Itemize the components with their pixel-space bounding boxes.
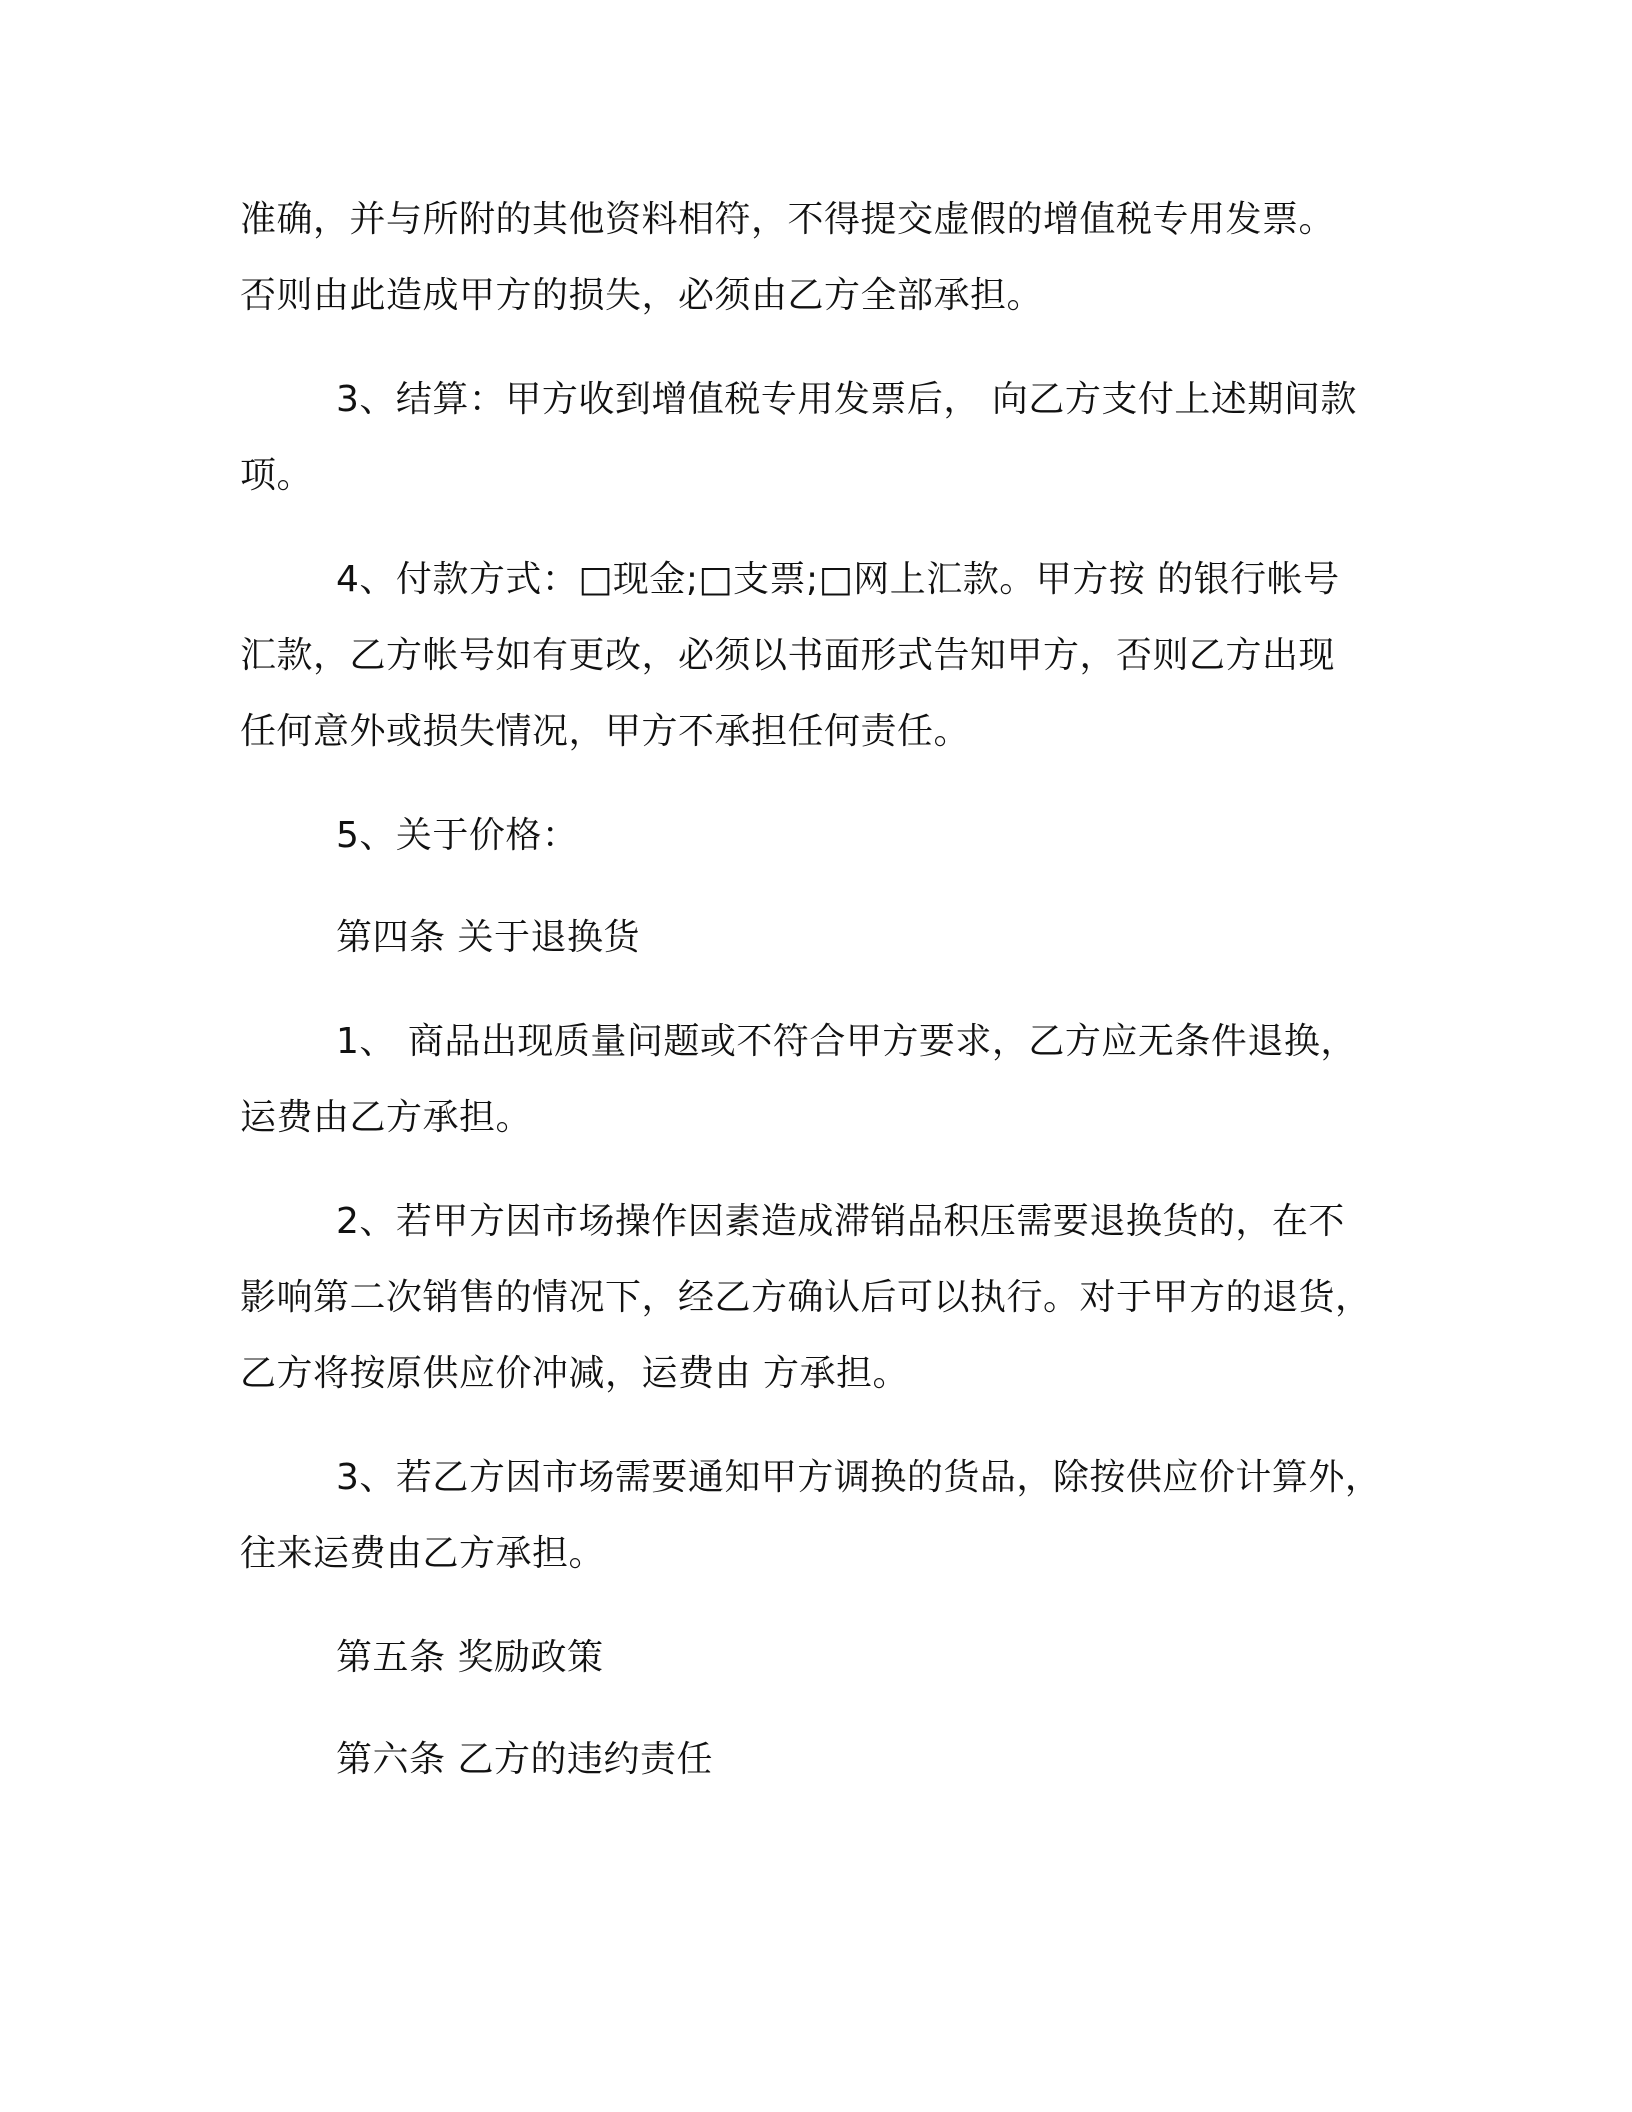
text-line: 影响第二次销售的情况下，经乙方确认后可以执行。对于甲方的退货， <box>240 1277 1372 1318</box>
text-line: 3、若乙方因市场需要通知甲方调换的货品，除按供应价计算外， <box>336 1457 1382 1498</box>
paragraph-pricing <box>240 798 1380 874</box>
section-heading-breach <box>240 1722 1380 1798</box>
section-heading-incentives <box>240 1620 1380 1696</box>
text-line: 4、付款方式：□现金;□支票;□网上汇款。甲方按 的银行帐号 <box>336 559 1340 600</box>
section-heading: 第六条 乙方的违约责任 <box>336 1739 713 1780</box>
paragraph-settlement <box>240 362 1380 514</box>
text-line: 汇款，乙方帐号如有更改，必须以书面形式告知甲方，否则乙方出现 <box>240 635 1336 676</box>
text-line: 5、关于价格： <box>336 815 579 856</box>
paragraph-payment-method <box>240 542 1380 770</box>
text-line: 1、 商品出现质量问题或不符合甲方要求，乙方应无条件退换， <box>336 1021 1357 1062</box>
text-line: 运费由乙方承担。 <box>240 1097 533 1138</box>
text-line: 准确，并与所附的其他资料相符，不得提交虚假的增值税专用发票。 <box>240 199 1336 240</box>
paragraph-overstock-returns <box>240 1184 1380 1412</box>
section-heading: 第五条 奖励政策 <box>336 1637 604 1678</box>
text-line: 往来运费由乙方承担。 <box>240 1533 606 1574</box>
section-heading-returns <box>240 900 1380 976</box>
paragraph-quality-returns <box>240 1004 1380 1156</box>
paragraph-continuation <box>240 182 1380 334</box>
paragraph-exchange-shipping <box>240 1440 1380 1592</box>
text-line: 2、若甲方因市场操作因素造成滞销品积压需要退换货的，在不 <box>336 1201 1345 1242</box>
text-line: 3、结算：甲方收到增值税专用发票后， 向乙方支付上述期间款 <box>336 379 1357 420</box>
text-line: 项。 <box>240 455 314 496</box>
text-line: 任何意外或损失情况，甲方不承担任何责任。 <box>240 711 971 752</box>
text-line: 否则由此造成甲方的损失，必须由乙方全部承担。 <box>240 275 1044 316</box>
section-heading: 第四条 关于退换货 <box>336 917 640 958</box>
text-line: 乙方将按原供应价冲减，运费由 方承担。 <box>240 1353 909 1394</box>
